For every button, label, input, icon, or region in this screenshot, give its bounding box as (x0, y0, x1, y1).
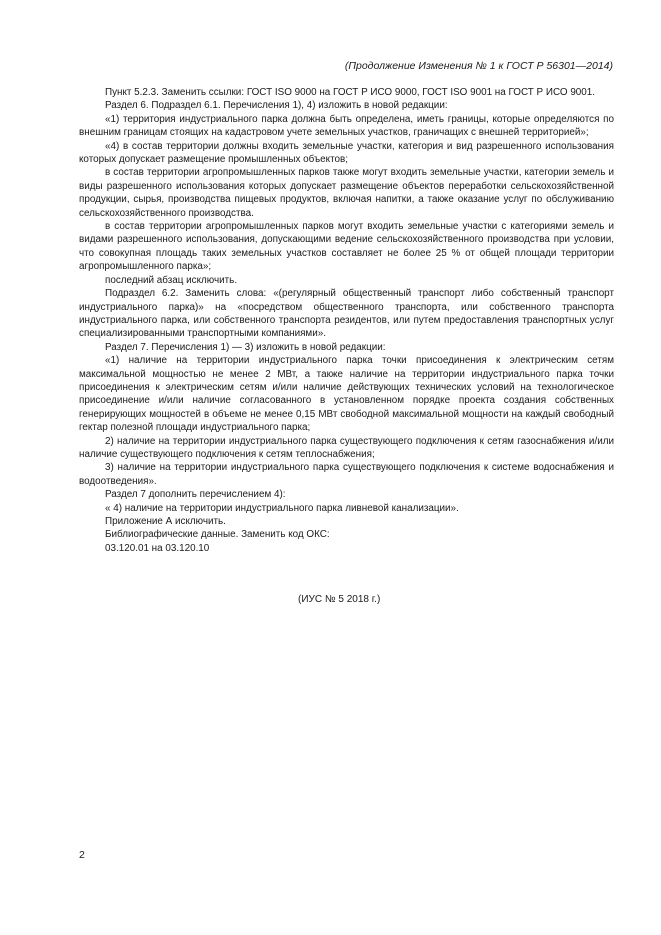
paragraph-bibliographic: Библиографические данные. Заменить код ОКС: (105, 529, 330, 541)
paragraph-section-7-item-1: «1) наличие на территории индустриального парка точки присоединения к электрическим сетям максимальной мощностью не менее 2 МВт, а также наличие на территории индустриального парка точки присоединения к электрическим сетям и/или наличие действующих технических условий на технологическое присоединение и/или наличие согласованного в установленном порядке проекта создания собственных генерирующих мощностей в объеме не менее 0,15 МВт свободной максимальной мощности на каждый свободный гектар полезной площади индустриального парка; (79, 355, 614, 434)
paragraph-oks-code: 03.120.01 на 03.120.10 (105, 542, 210, 554)
paragraph-section-7-item-2: 2) наличие на территории индустриального парка существующего подключения к сетям газоснабжения и/или наличие существующего подключения к сетям теплоснабжения; (79, 435, 614, 460)
paragraph-section-7: Раздел 7. Перечисления 1) — 3) изложить в новой редакции: (105, 341, 386, 353)
paragraph-section-6-2: Подраздел 6.2. Заменить слова: «(регулярный общественный транспорт либо собственный транспорт индустриального парка)» на «посредством общественного транспорта, или собственного транспорта индустриального парка, или собственного транспорта резидентов, или путем предоставления транспортных услуг специализированными транспортными компаниями». (79, 288, 614, 340)
paragraph-item-1: «1) территория индустриального парка должна быть определена, иметь границы, которые определяются по внешним границам стоящих на кадастровом учете земельных участков, граничащих с внешней территорией»; (79, 113, 614, 139)
document-header-continuation: (Продолжение Изменения № 1 к ГОСТ Р 56301—2014) (344, 60, 613, 72)
paragraph-agropark-1: в состав территории агропромышленных парков также могут входить земельные участки, категории земель и виды разрешенного использования которых допускает размещение объектов переработки сельскохозяйственной продукции, сырья, производства пищевых продуктов, включая напитки, а также оказание услуг по обслуживанию сельскохозяйственного производства. (79, 167, 614, 219)
paragraph-appendix-a: Приложение А исключить. (105, 516, 226, 527)
paragraph-section-7-item-3: 3) наличие на территории индустриального парка существующего подключения к системе водоснабжения и водоотведения». (79, 462, 614, 487)
document-body (79, 86, 614, 555)
paragraph-section-7-item-4: « 4) наличие на территории индустриального парка ливневой канализации». (105, 502, 459, 514)
paragraph-section-6-1: Раздел 6. Подраздел 6.1. Перечисления 1), 4) изложить в новой редакции: (105, 100, 448, 112)
page-number: 2 (79, 849, 85, 861)
paragraph-section-7-add: Раздел 7 дополнить перечислением 4): (105, 489, 286, 501)
paragraph-clause-5-2-3: Пункт 5.2.3. Заменить ссылки: ГОСТ ISO 9000 на ГОСТ Р ИСО 9000, ГОСТ ISO 9001 на ГОСТ Р ИСО 9001. (105, 87, 596, 98)
paragraph-agropark-2: в состав территории агропромышленных парков могут входить земельные участки с категориями земель и видами разрешенного использования, допускающими ведение сельскохозяйственного производства при условии, что совокупная площадь таких земельных участков составляет не более 25 % от общей площади территории агропромышленного парка»; (79, 221, 614, 273)
paragraph-last-excluded: последний абзац исключить. (105, 274, 238, 286)
ius-note: (ИУС № 5 2018 г.) (298, 594, 381, 605)
paragraph-item-4: «4) в состав территории должны входить земельные участки, категория и вид разрешенного использования которых допускает размещение промышленных объектов; (79, 140, 614, 166)
